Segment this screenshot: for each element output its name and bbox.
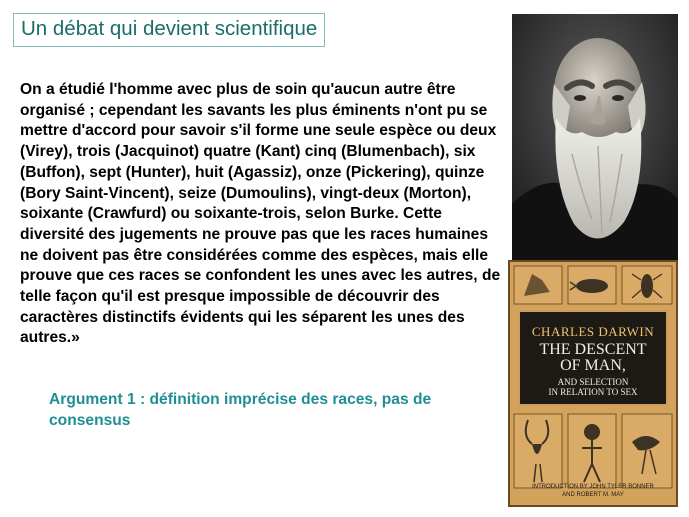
cover-author: CHARLES DARWIN [531,324,655,339]
darwin-portrait [512,14,678,260]
darwin-portrait-illustration [512,14,678,260]
slide-title: Un débat qui devient scientifique [13,13,325,47]
cover-subtitle-line1: AND SELECTION [557,377,629,387]
argument-text: Argument 1 : définition imprécise des races, pas de consensus [49,391,432,429]
cover-subtitle-line2: IN RELATION TO SEX [548,387,638,397]
cover-title-line2: OF MAN, [560,357,626,374]
darwin-quote: On a étudié l'homme avec plus de soin qu'aucun autre être organisé ; cependant les savants les plus éminents n'ont pu se mettre d'accord pour savoir s'il forme une seule espèce ou deux (Virey), trois (Jacquinot) quatre (Kant) cinq (Blumenbach), six (Buffon), sept (Hunter), huit (Agassiz), onze (Pickering), quinze (Bory Saint-Vincent), seize (Dumoulins), vingt-deux (Morton), soixante (Crawfurd) ou soixante-trois, selon Burke. Cette diversité des jugements ne prouve pas que les races humaines ne doivent pas être considérées comme des espèces, mais elle prouve que ces races se confondent les unes avec les autres, de telle façon qu'il est presque impossible de découvrir des caractères distinctifs évidents qui les séparent les unes des autres.» [20,81,501,347]
cover-bottom-illustrations [510,412,676,492]
cover-credits [510,483,676,499]
cover-subtitle [520,377,666,397]
cover-top-illustrations [510,262,676,308]
cover-title-panel [518,310,668,406]
cover-title [520,342,666,374]
cover-title-line1: THE DESCENT [539,341,647,358]
cover-credits-line2: AND ROBERT M. MAY [562,492,624,498]
book-cover [508,260,678,507]
cover-credits-line1: INTRODUCTION BY JOHN TYLER BONNER [532,484,654,490]
